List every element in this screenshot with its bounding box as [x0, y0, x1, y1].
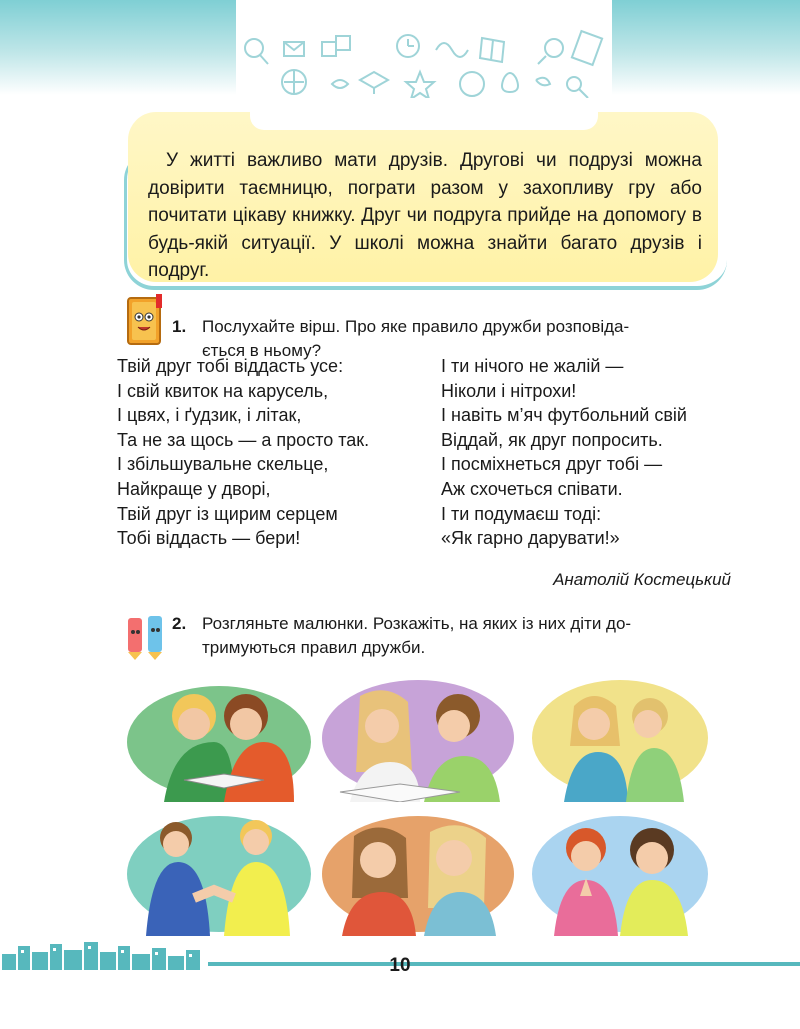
poem-line: Найкраще у дворі,	[117, 478, 271, 499]
poem-line: Віддай, як друг попросить.	[441, 429, 663, 450]
illustration-boys-handshake	[124, 812, 314, 936]
title-plate	[250, 98, 598, 130]
task-number: 2.	[172, 614, 187, 633]
task-text: Послухайте вірш. Про яке правило дружби розповіда- ється в ньому?	[202, 317, 630, 360]
poem-line: Ніколи і нітрохи!	[441, 380, 577, 401]
poem-line: І навіть м’яч футбольний свій	[441, 405, 687, 426]
intro-paragraph: У житті важливо мати друзів. Другові чи подрузі можна довірити таємницю, пограти разом у захопливу гру або почитати цікаву книжку. Друг чи подруга прийде на допомогу в будь-якій ситуації. У школі можна знайти багато друзів і подруг.	[148, 150, 702, 281]
poem-line: Аж схочеться співати.	[441, 478, 623, 499]
poem-line: Та не за щось — а просто так.	[117, 429, 370, 450]
poem-line: І посміхнеться друг тобі —	[441, 454, 663, 475]
poem-line: І збільшувальне скельце,	[117, 454, 329, 475]
poem-line: Твій друг тобі віддасть усе:	[117, 356, 344, 376]
school-doodles-decoration	[236, 28, 612, 108]
illustration-boys-reading	[124, 676, 314, 802]
poem-line: І ти нічого не жалій —	[441, 356, 624, 376]
poem-line: Тобі віддасть — бери!	[117, 528, 301, 549]
page-number: 10	[389, 955, 411, 976]
poem-author: Анатолій Костецький	[553, 570, 731, 589]
book-character-icon	[120, 290, 170, 352]
task-number: 1.	[172, 317, 187, 336]
illustration-girls-pleading	[530, 812, 710, 936]
illustration-girl-boy-talking	[320, 676, 516, 802]
pencils-character-icon	[122, 612, 170, 660]
poem-right-column	[441, 354, 741, 551]
city-skyline-decoration	[0, 940, 210, 970]
illustration-comforting-friend	[530, 676, 710, 802]
poem-line: І цвях, і ґудзик, і літак,	[117, 405, 302, 426]
poem-line: «Як гарно дарувати!»	[441, 528, 620, 549]
illustration-girls-whispering	[320, 812, 516, 936]
poem-line: І ти подумаєш тоді:	[441, 503, 602, 524]
poem-line: І свій квиток на карусель,	[117, 380, 329, 401]
task-2	[172, 612, 732, 664]
task-text: Розгляньте малюнки. Розкажіть, на яких із них діти до- тримуються правил дружби.	[202, 614, 632, 657]
footer-line	[208, 962, 800, 966]
poem-left-column	[117, 354, 437, 551]
poem-line: Твій друг із щирим серцем	[117, 503, 338, 524]
